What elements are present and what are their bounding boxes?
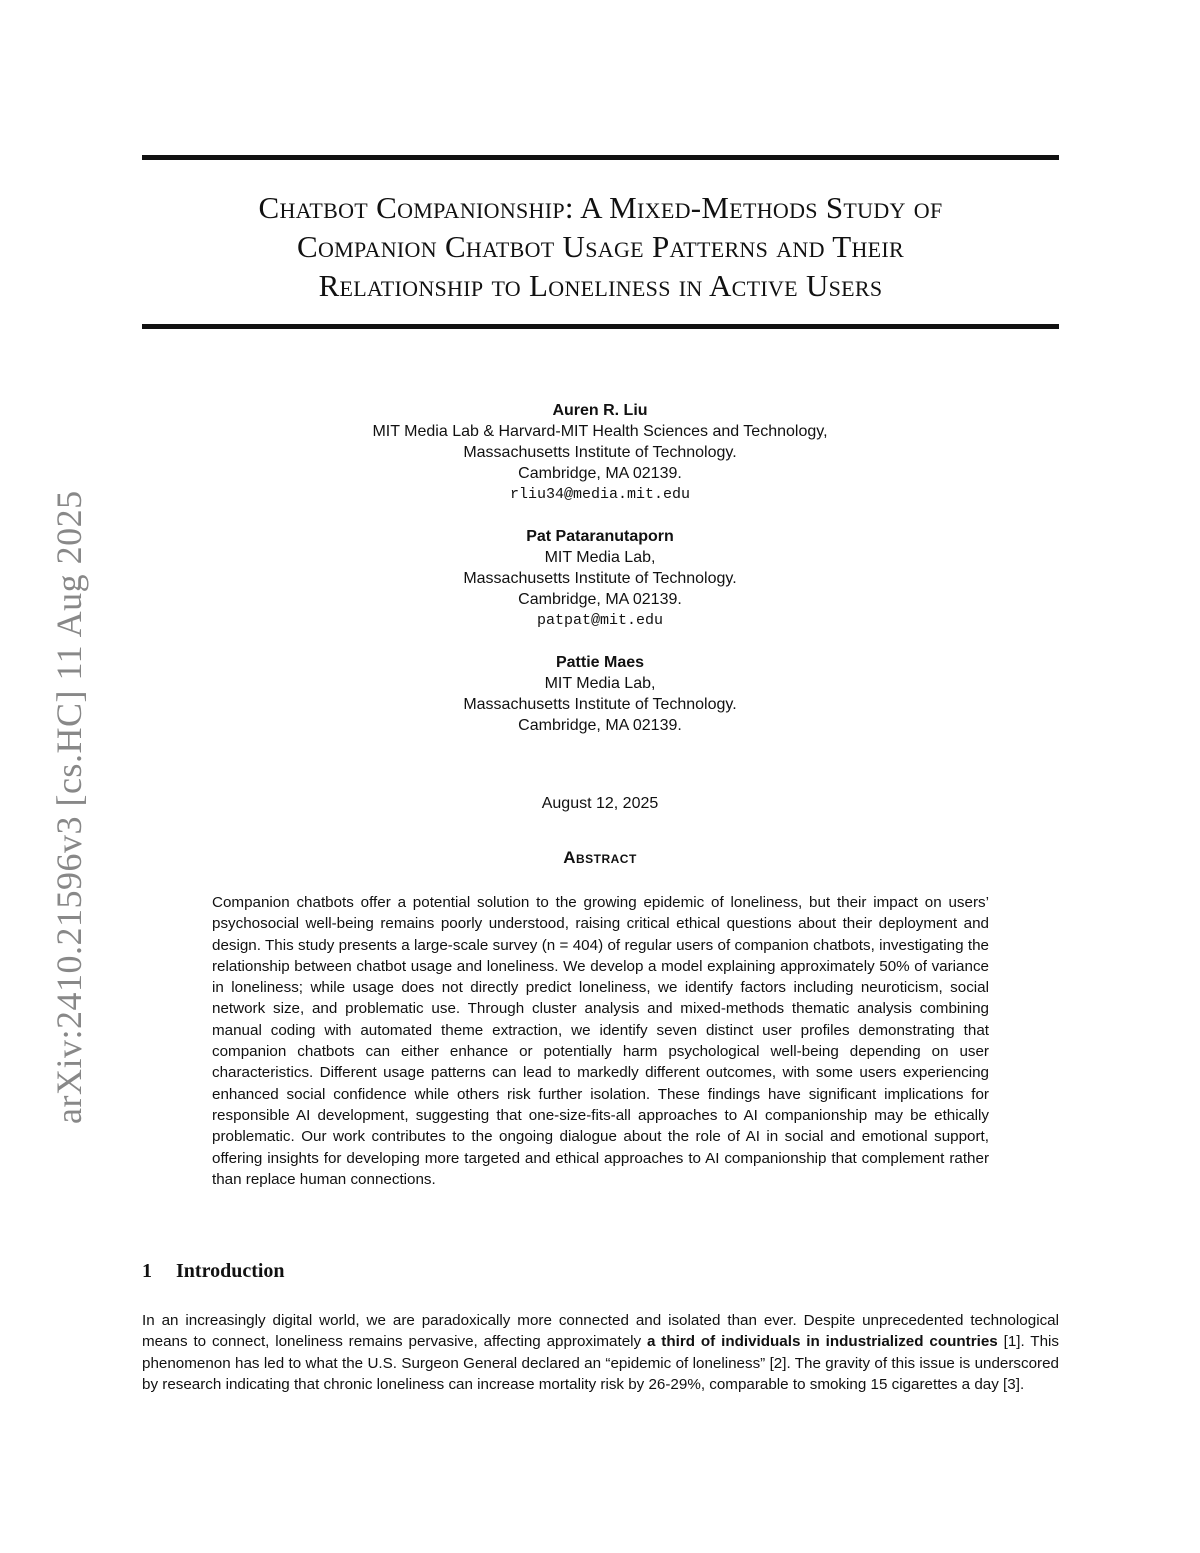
paper-title [142,188,1059,305]
author-city: Cambridge, MA 02139. [518,591,682,608]
section-heading [142,1260,285,1283]
intro-emphasis: a third of individuals in industrialized countries [647,1333,998,1351]
title-line-3: Relationship to Loneliness in Active Users [318,268,883,303]
intro-text-end: [1]. This phenomenon has led to what the U.S. Surgeon General declared an “epidemic of loneliness” [2]. The gravity of this issue is underscored by research indicating that chronic loneliness can increase mortality risk by 26-29%, comparable to smoking 15 cigarettes a day [3]. [142,1333,1059,1393]
intro-text-start: In an increasingly digital world, we are paradoxically more connected and isolated than ever. Despite unprecedented technological means to connect, loneliness remains pervasive, affecting approximately [142,1312,1059,1351]
author-affiliation: MIT Media Lab, [544,549,656,566]
author-city: Cambridge, MA 02139. [518,717,682,734]
author-block [0,652,1200,736]
author-email[interactable]: rliu34@media.mit.edu [509,486,691,503]
author-name: Auren R. Liu [552,402,648,419]
author-block [0,526,1200,631]
title-line-1: Chatbot Companionship: A Mixed-Methods Study of [258,190,943,225]
intro-paragraph [142,1310,1059,1395]
title-bottom-rule [142,324,1059,329]
title-line-2: Companion Chatbot Usage Patterns and Their [296,229,905,264]
author-email[interactable]: patpat@mit.edu [536,612,664,629]
author-name: Pat Pataranutaporn [526,528,674,545]
title-top-rule [142,155,1059,160]
author-institution: Massachusetts Institute of Technology. [463,570,737,587]
author-affiliation: MIT Media Lab, [544,675,656,692]
section-title: Introduction [176,1260,285,1282]
abstract-text: Companion chatbots offer a potential solution to the growing epidemic of loneliness, but their impact on users’ psychosocial well-being remains poorly understood, raising critical ethical questions about their deployment and design. This study presents a large-scale survey (n = 404) of regular users of companion chatbots, investigating the relationship between chatbot usage and loneliness. We develop a model explaining approximately 50% of variance in loneliness; while usage does not directly predict loneliness, we identify factors including neuroticism, social network size, and problematic use. Through cluster analysis and mixed-methods thematic analysis combining manual coding with automated theme extraction, we identify seven distinct user profiles demonstrating that companion chatbots can either enhance or potentially harm psychological well-being depending on user characteristics. Different usage patterns can lead to markedly different outcomes, with some users experiencing enhanced social confidence while others risk further isolation. These findings have significant implications for responsible AI development, suggesting that one-size-fits-all approaches to AI companionship may be ethically problematic. Our work contributes to the ongoing dialogue about the role of AI in social and emotional support, offering insights for developing more targeted and ethical approaches to AI companionship that complement rather than replace human connections. [212,894,989,1188]
arxiv-identifier: arXiv:2410.21596v3 [cs.HC] 11 Aug 2025 [49,490,89,1124]
publication-date: August 12, 2025 [541,795,659,812]
abstract-heading: Abstract [563,848,637,867]
author-institution: Massachusetts Institute of Technology. [463,696,737,713]
author-city: Cambridge, MA 02139. [518,465,682,482]
author-name: Pattie Maes [555,654,645,671]
author-list [0,400,1200,757]
author-institution: Massachusetts Institute of Technology. [463,444,737,461]
author-affiliation: MIT Media Lab & Harvard-MIT Health Sciences and Technology, [372,423,828,440]
author-block [0,400,1200,505]
section-number: 1 [142,1260,152,1282]
